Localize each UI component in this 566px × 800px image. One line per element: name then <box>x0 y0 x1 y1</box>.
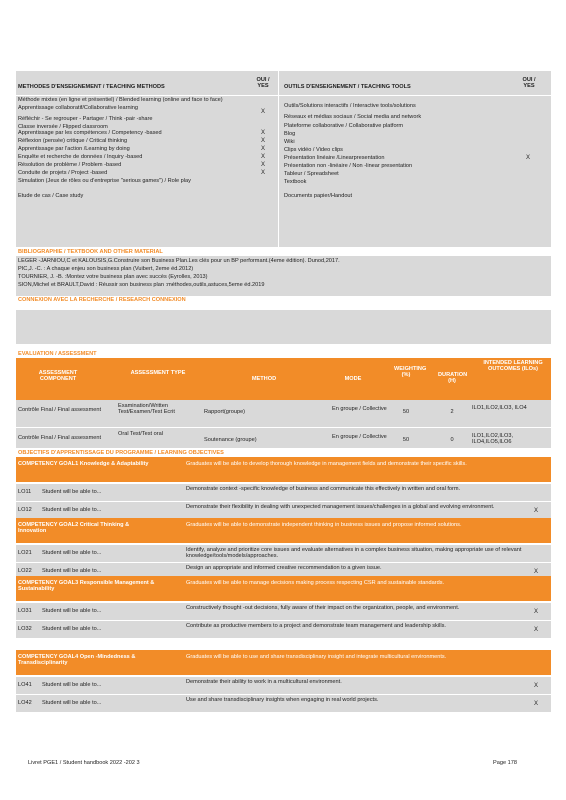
lo-text: Demonstrate their flexibility in dealing with unexpected management issues/challenges in a global and evolving environment. <box>186 504 495 510</box>
tool-item: Wiki <box>284 139 295 145</box>
method-item: Classe inversée / Flipped classroom <box>18 124 108 130</box>
lo-code: LO31 <box>18 608 32 614</box>
method-item: Enquête et recherche de données / Inquiry -based <box>18 154 143 160</box>
eval-mode: En groupe / Collective <box>332 434 387 440</box>
lo-checkmark: X <box>534 701 539 707</box>
footer-handbook: Livret PGE1 / Student handbook 2022 -202 3 <box>28 760 140 766</box>
lo-lead: Student will be able to... <box>42 700 102 706</box>
lo-text: Constructively thought -out decisions, fully aware of their impact on the organization, people, and environment. <box>186 605 460 611</box>
bibliography-title: BIBLIOGRAPHIE / TEXTBOOK AND OTHER MATERIAL <box>18 249 163 255</box>
eval-type: Oral Test/Test oral <box>118 431 163 437</box>
objectives-title: OBJECTIFS D'APPRENTISSAGE DU PROGRAMME / LEARNING OBJECTIVES <box>18 450 224 456</box>
goal-heading: COMPETENCY GOAL2 Critical Thinking & Innovation <box>18 522 130 535</box>
method-checkmark: X <box>261 154 266 160</box>
eval-header-method: METHOD <box>251 376 277 382</box>
methods-header: METHODES D'ENSEIGNEMENT / TEACHING METHODS <box>18 84 165 90</box>
eval-header-type: ASSESSMENT TYPE <box>130 370 186 376</box>
method-item: Apprentissage par l'action /Learning by doing <box>18 146 130 152</box>
eval-component: Contrôle Final / Final assessment <box>18 435 102 441</box>
page-number: Page 178 <box>493 760 517 766</box>
goal-description: Graduates will be able to use and share transdisciplinary insight and integrate multicultural environments. <box>186 654 447 660</box>
lo-text: Demonstrate context -specific knowledge of business and communicate this effectively in written and oral form. <box>186 486 461 492</box>
method-item: Apprentissage par les compétences / Competency -based <box>18 130 162 136</box>
tools-yes-header: OUI / YES <box>522 77 536 90</box>
research-title: CONNEXION AVEC LA RECHERCHE / RESEARCH CONNEXION <box>18 297 186 303</box>
eval-header-component: ASSESSMENT COMPONENT <box>38 370 78 383</box>
lo-lead: Student will be able to... <box>42 550 102 556</box>
lo-text: Design an appropriate and informed creative recommendation to a given issue. <box>186 565 382 571</box>
eval-method: Rapport(groupe) <box>204 409 246 415</box>
goal-description: Graduates will be able to develop thorough knowledge in management fields and demonstrate their specific skills. <box>186 461 467 467</box>
tool-item: Tableur / Spreadsheet <box>284 171 339 177</box>
method-item: Conduite de projets / Project -based <box>18 170 108 176</box>
tool-item: Blog <box>284 131 296 137</box>
goal-heading: COMPETENCY GOAL4 Open -Mindedness & Transdisciplinarity <box>18 654 136 667</box>
eval-weighting: 50 <box>402 409 410 415</box>
method-checkmark: X <box>261 146 266 152</box>
method-item: Réflexion (pensée) critique / Critical thinking <box>18 138 128 144</box>
lo-lead: Student will be able to... <box>42 608 102 614</box>
method-checkmark: X <box>261 138 266 144</box>
tool-checkmark: X <box>526 155 531 161</box>
lo-code: LO12 <box>18 507 32 513</box>
eval-duration: 0 <box>450 437 454 443</box>
lo-lead: Student will be able to... <box>42 507 102 513</box>
tool-item: Présentation non -linéaire / Non -linear presentation <box>284 163 413 169</box>
evaluation-row-divider <box>16 427 551 428</box>
goal-heading: COMPETENCY GOAL3 Responsible Management & Sustainability <box>18 580 155 593</box>
eval-method: Soutenance (groupe) <box>204 437 257 443</box>
column-divider <box>278 71 279 247</box>
method-item: Apprentissage collaboratif/Collaborative learning <box>18 105 139 111</box>
lo-checkmark: X <box>534 508 539 514</box>
eval-ilos: ILO1,ILO2,ILO3, ILO4,ILO5,ILO6 <box>472 433 514 446</box>
method-checkmark: X <box>261 170 266 176</box>
research-box <box>16 310 551 344</box>
goal-description: Graduates will be able to manage decisions making process respecting CSR and sustainable standards. <box>186 580 445 586</box>
tool-item: Textbook <box>284 179 307 185</box>
tools-header: OUTILS D'ENSEIGNEMENT / TEACHING TOOLS <box>284 84 411 90</box>
eval-header-mode: MODE <box>344 376 362 382</box>
tool-item: Réseaux et médias sociaux / Social media and network <box>284 114 422 120</box>
lo-checkmark: X <box>534 609 539 615</box>
lo-lead: Student will be able to... <box>42 489 102 495</box>
method-item: Méthode mixtes (en ligne et présentiel) / Blended learning (online and face to face) <box>18 97 223 103</box>
lo-lead: Student will be able to... <box>42 568 102 574</box>
lo-code: LO22 <box>18 568 32 574</box>
tool-item: Outils/Solutions interactifs / Interactive tools/solutions <box>284 103 416 109</box>
method-checkmark: X <box>261 109 266 115</box>
lo-text: Identify, analyze and prioritize core issues and evaluate alternatives in a complex business situation, making appropriate use of relevant knowledge/tools/models/approaches. <box>186 547 522 560</box>
goal-heading: COMPETENCY GOAL1 Knowledge & Adaptability <box>18 461 149 467</box>
goal-description: Graduates will be able to demonstrate independent thinking in business issues and propose informed solutions. <box>186 522 462 528</box>
tool-item: Plateforme collaborative / Collaborative platform <box>284 123 404 129</box>
method-checkmark: X <box>261 130 266 136</box>
lo-code: LO42 <box>18 700 32 706</box>
table-divider <box>16 95 551 96</box>
bibliography-entry: TOURNIER, J. -B. :Montez votre business plan avec succès (Eyrolles, 2013) <box>18 274 208 280</box>
tool-item: Documents papier/Handout <box>284 193 353 199</box>
evaluation-title: EVALUATION / ASSESSMENT <box>18 351 97 357</box>
bibliography-entry: SION,Michel et BRAULT,David : Réussir son business plan :méthodes,outils,astuces,5eme éd.2019 <box>18 282 265 288</box>
eval-weighting: 50 <box>402 437 410 443</box>
bibliography-entry: LEGER -JARNIOU,C et KALOUSIS,G.Construire son Business Plan.Les clés pour un BP performant.(4eme édition). Dunod,2017. <box>18 258 340 264</box>
lo-code: LO11 <box>18 489 32 495</box>
lo-lead: Student will be able to... <box>42 682 102 688</box>
eval-component: Contrôle Final / Final assessment <box>18 407 102 413</box>
eval-duration: 2 <box>450 409 454 415</box>
lo-checkmark: X <box>534 627 539 633</box>
lo-lead: Student will be able to... <box>42 626 102 632</box>
eval-header-duration: DURATION (H) <box>438 372 468 385</box>
eval-header-weighting: WEIGHTING (%) <box>394 366 427 379</box>
method-item: Simulation (Jeux de rôles ou d'entreprise "serious games") / Role play <box>18 178 191 184</box>
method-item: Etude de cas / Case study <box>18 193 84 199</box>
lo-code: LO41 <box>18 682 32 688</box>
tool-item: Clips vidéo / Video clips <box>284 147 343 153</box>
lo-code: LO32 <box>18 626 32 632</box>
tool-item: Présentation linéaire /Linearpresentation <box>284 155 385 161</box>
bibliography-entry: PIC,J. -C. : A chaque enjeu son business plan (Vuibert, 2eme éd.2012) <box>18 266 194 272</box>
lo-text: Demonstrate their ability to work in a multicultural environment. <box>186 679 342 685</box>
eval-type: Examination/Written Test/Examen/Test Ecrit <box>118 403 175 416</box>
method-item: Réfléchir - Se regrouper - Partager / Think -pair -share <box>18 116 153 122</box>
lo-text: Use and share transdisciplinary insights when engaging in real world projects. <box>186 697 379 703</box>
lo-text: Contribute as productive members to a project and demonstrate team management and leadership skills. <box>186 623 446 629</box>
eval-ilos: ILO1,ILO2,ILO3, ILO4 <box>472 405 527 411</box>
eval-mode: En groupe / Collective <box>332 406 387 412</box>
lo-checkmark: X <box>534 683 539 689</box>
eval-header-ilos: INTENDED LEARNING OUTCOMES (ILOs) <box>483 360 543 373</box>
methods-yes-header: OUI / YES <box>256 77 270 90</box>
method-checkmark: X <box>261 162 266 168</box>
lo-checkmark: X <box>534 569 539 575</box>
method-item: Résolution de problème / Problem -based <box>18 162 122 168</box>
lo-code: LO21 <box>18 550 32 556</box>
